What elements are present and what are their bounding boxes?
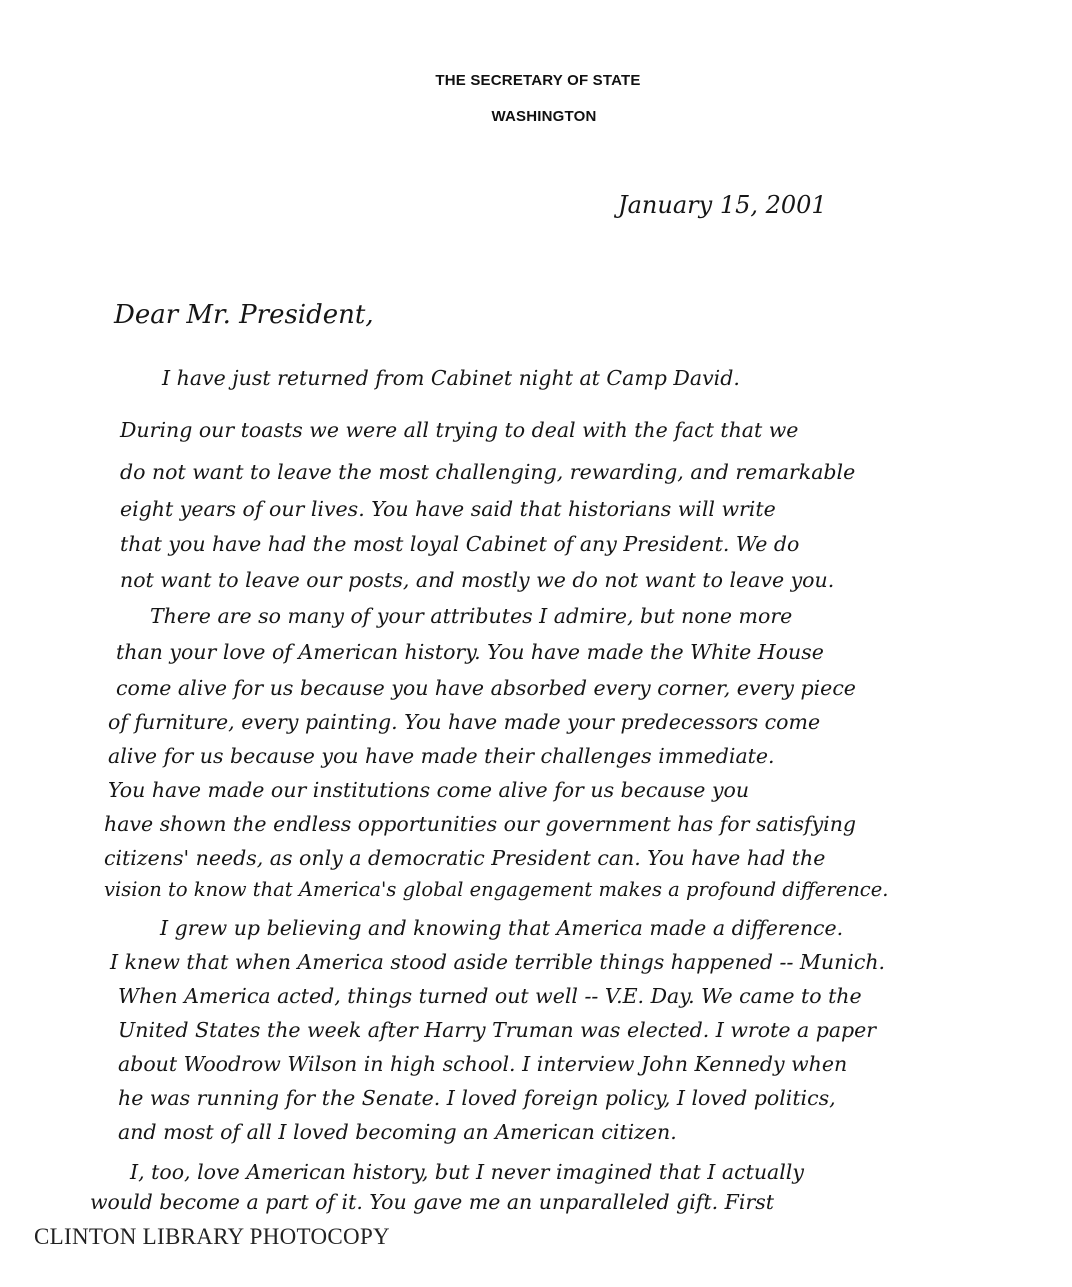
letterhead-title: THE SECRETARY OF STATE bbox=[435, 72, 641, 89]
body-line: citizens' needs, as only a democratic President can. You have had the bbox=[104, 846, 826, 870]
body-line: During our toasts we were all trying to deal with the fact that we bbox=[120, 418, 799, 442]
body-line: United States the week after Harry Truman was elected. I wrote a paper bbox=[118, 1018, 877, 1042]
body-line: I grew up believing and knowing that America made a difference. bbox=[160, 916, 844, 940]
body-line: would become a part of it. You gave me an unparalleled gift. First bbox=[90, 1190, 774, 1214]
body-line: not want to leave our posts, and mostly we do not want to leave you. bbox=[120, 568, 835, 592]
body-line: I knew that when America stood aside terrible things happened -- Munich. bbox=[110, 950, 886, 974]
body-line: do not want to leave the most challenging, rewarding, and remarkable bbox=[120, 460, 856, 484]
body-line: of furniture, every painting. You have made your predecessors come bbox=[108, 710, 821, 734]
body-line: There are so many of your attributes I admire, but none more bbox=[150, 604, 793, 628]
letter-date: January 15, 2001 bbox=[618, 191, 827, 219]
body-line: When America acted, things turned out well -- V.E. Day. We came to the bbox=[118, 984, 862, 1008]
body-line: vision to know that America's global engagement makes a profound difference. bbox=[104, 878, 889, 901]
body-line: than your love of American history. You have made the White House bbox=[116, 640, 824, 664]
body-line: have shown the endless opportunities our government has for satisfying bbox=[104, 812, 857, 836]
body-line: eight years of our lives. You have said that historians will write bbox=[120, 497, 776, 521]
clinton-library-photocopy-stamp: CLINTON LIBRARY PHOTOCOPY bbox=[34, 1224, 390, 1249]
body-line: about Woodrow Wilson in high school. I interview John Kennedy when bbox=[118, 1052, 848, 1076]
letterhead-city: WASHINGTON bbox=[491, 108, 597, 125]
salutation: Dear Mr. President, bbox=[114, 300, 374, 330]
body-line: You have made our institutions come alive for us because you bbox=[108, 778, 750, 802]
body-line: that you have had the most loyal Cabinet of any President. We do bbox=[120, 532, 800, 556]
body-line: come alive for us because you have absorbed every corner, every piece bbox=[116, 676, 856, 700]
body-line: he was running for the Senate. I loved foreign policy, I loved politics, bbox=[118, 1086, 836, 1110]
body-line: I, too, love American history, but I never imagined that I actually bbox=[130, 1160, 804, 1184]
body-line: alive for us because you have made their challenges immediate. bbox=[108, 744, 775, 768]
body-line: I have just returned from Cabinet night at Camp David. bbox=[162, 366, 740, 390]
body-line: and most of all I loved becoming an American citizen. bbox=[118, 1120, 677, 1144]
